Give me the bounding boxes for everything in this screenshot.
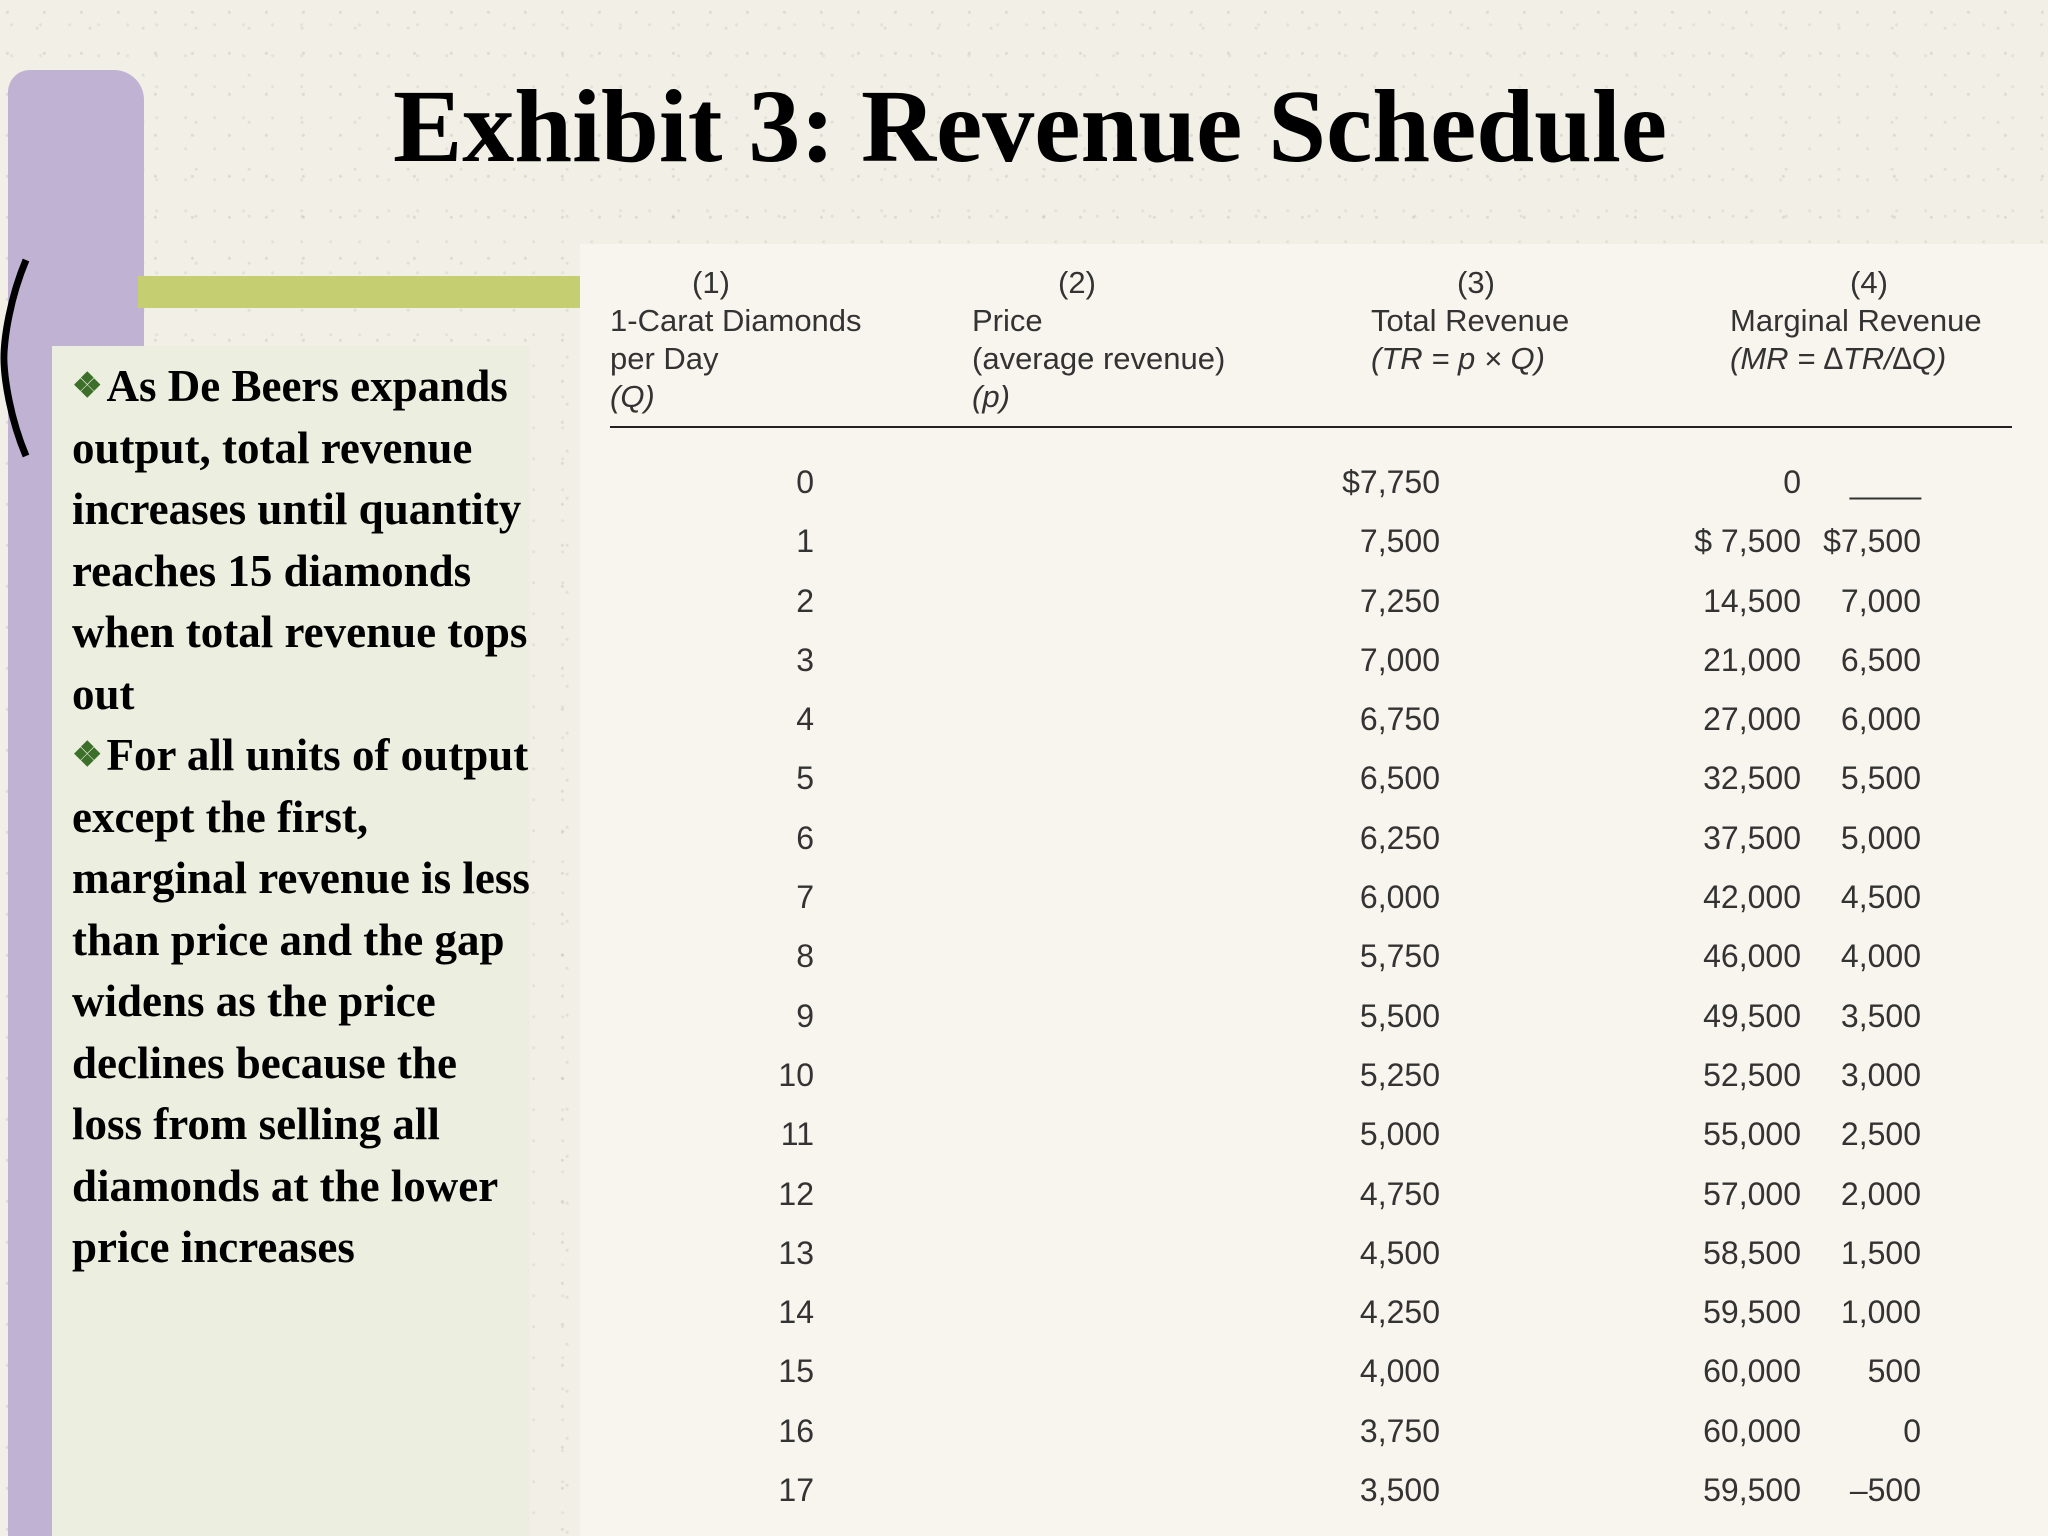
- quantity-cell: 13: [778, 1234, 814, 1271]
- column-label-line: 1-Carat Diamonds: [610, 303, 862, 338]
- marginal-revenue-cell: 2,000: [1840, 1175, 1921, 1212]
- column-label-line: Total Revenue: [1371, 303, 1570, 338]
- total-revenue-cell: 32,500: [1703, 760, 1801, 797]
- table-row: [580, 1288, 2048, 1347]
- table-row: [580, 1466, 2048, 1525]
- marginal-revenue-cell: 5,500: [1840, 760, 1921, 797]
- table-row: [580, 1110, 2048, 1169]
- column-number: (3): [1457, 265, 1495, 300]
- decorative-green-bar: [138, 276, 582, 308]
- price-cell: 6,750: [1359, 701, 1440, 738]
- column-header-marginal-revenue: [1730, 264, 1982, 378]
- quantity-cell: 8: [796, 938, 814, 975]
- table-row: [580, 1170, 2048, 1229]
- price-cell: 7,500: [1359, 523, 1440, 560]
- total-revenue-cell: 27,000: [1703, 701, 1801, 738]
- quantity-cell: 10: [778, 1056, 814, 1093]
- total-revenue-cell: 0: [1783, 464, 1801, 500]
- table-row: [580, 1051, 2048, 1110]
- price-cell: 4,500: [1359, 1234, 1440, 1271]
- quantity-cell: 4: [796, 701, 814, 738]
- marginal-revenue-cell: 5,000: [1840, 819, 1921, 856]
- total-revenue-cell: 58,500: [1703, 1234, 1801, 1271]
- total-revenue-cell: 59,500: [1703, 1472, 1801, 1509]
- marginal-revenue-cell: 0: [1903, 1412, 1921, 1449]
- price-cell: 3,500: [1359, 1472, 1440, 1509]
- marginal-revenue-cell: 7,000: [1840, 582, 1921, 619]
- total-revenue-cell: 42,000: [1703, 879, 1801, 916]
- column-symbol: (MR = ∆TR/∆Q): [1730, 341, 1947, 376]
- marginal-revenue-cell: 4,000: [1840, 938, 1921, 975]
- diamond-flower-icon: ❖: [72, 737, 103, 774]
- column-number: (4): [1850, 265, 1888, 300]
- total-revenue-cell: 46,000: [1703, 938, 1801, 975]
- total-revenue-cell: 60,000: [1703, 1353, 1801, 1390]
- decorative-bracket: [0, 258, 30, 458]
- quantity-cell: 2: [796, 582, 814, 619]
- column-number: (2): [1058, 265, 1096, 300]
- column-number: (1): [692, 265, 730, 300]
- marginal-revenue-cell: $7,500: [1823, 523, 1921, 560]
- total-revenue-cell: 21,000: [1703, 641, 1801, 678]
- bullet-1-text: As De Beers expands output, total revenue increases until quantity reaches 15 diamonds when total revenue tops out: [72, 361, 528, 719]
- table-row: [580, 814, 2048, 873]
- marginal-revenue-cell: ____: [1849, 464, 1921, 500]
- marginal-revenue-cell: 6,500: [1840, 641, 1921, 678]
- quantity-cell: 7: [796, 879, 814, 916]
- marginal-revenue-cell: 3,500: [1840, 997, 1921, 1034]
- explanation-text-box: [52, 346, 530, 1536]
- marginal-revenue-cell: 1,000: [1840, 1294, 1921, 1331]
- price-cell: 6,500: [1359, 760, 1440, 797]
- column-label-line: Marginal Revenue: [1730, 303, 1982, 338]
- column-symbol: (p): [972, 379, 1010, 414]
- quantity-cell: 14: [778, 1294, 814, 1331]
- total-revenue-cell: $ 7,500: [1694, 523, 1801, 560]
- column-header-quantity: [610, 264, 862, 416]
- table-row: [580, 1347, 2048, 1406]
- column-header-price: [972, 264, 1225, 416]
- table-row: [580, 1229, 2048, 1288]
- table-row: [580, 1407, 2048, 1466]
- column-symbol: (TR = p × Q): [1371, 341, 1545, 376]
- price-cell: 6,000: [1359, 879, 1440, 916]
- quantity-cell: 17: [778, 1472, 814, 1509]
- table-row: [580, 873, 2048, 932]
- quantity-cell: 0: [796, 464, 814, 500]
- price-cell: 5,500: [1359, 997, 1440, 1034]
- total-revenue-cell: 37,500: [1703, 819, 1801, 856]
- column-label-line: Price: [972, 303, 1043, 338]
- total-revenue-cell: 57,000: [1703, 1175, 1801, 1212]
- table-body: [580, 458, 2048, 1525]
- price-cell: 4,000: [1359, 1353, 1440, 1390]
- marginal-revenue-cell: 4,500: [1840, 879, 1921, 916]
- diamond-flower-icon: ❖: [72, 368, 103, 405]
- quantity-cell: 1: [796, 523, 814, 560]
- total-revenue-cell: 59,500: [1703, 1294, 1801, 1331]
- table-row: [580, 754, 2048, 813]
- table-row: [580, 992, 2048, 1051]
- marginal-revenue-cell: 6,000: [1840, 701, 1921, 738]
- quantity-cell: 15: [778, 1353, 814, 1390]
- price-cell: $7,750: [1342, 464, 1440, 500]
- price-cell: 6,250: [1359, 819, 1440, 856]
- table-row: [580, 577, 2048, 636]
- marginal-revenue-cell: 2,500: [1840, 1116, 1921, 1153]
- slide-title: Exhibit 3: Revenue Schedule: [392, 69, 1668, 184]
- table-row: [580, 932, 2048, 991]
- quantity-cell: 9: [796, 997, 814, 1034]
- bullet-point-2: [72, 725, 530, 1279]
- price-cell: 7,250: [1359, 582, 1440, 619]
- revenue-schedule-table: [580, 244, 2048, 1536]
- header-divider: [610, 426, 2012, 428]
- price-cell: 3,750: [1359, 1412, 1440, 1449]
- bullet-point-1: [72, 356, 530, 725]
- total-revenue-cell: 60,000: [1703, 1412, 1801, 1449]
- quantity-cell: 6: [796, 819, 814, 856]
- quantity-cell: 11: [780, 1116, 814, 1153]
- column-header-total-revenue: [1371, 264, 1569, 378]
- total-revenue-cell: 55,000: [1703, 1116, 1801, 1153]
- bullet-2-text: For all units of output except the first, marginal revenue is less than price and the gap widens as the price declines because the loss from selling all diamonds at the lower price increases: [72, 730, 530, 1272]
- column-label-line: (average revenue): [972, 341, 1226, 376]
- marginal-revenue-cell: 3,000: [1840, 1056, 1921, 1093]
- total-revenue-cell: 49,500: [1703, 997, 1801, 1034]
- table-row: [580, 517, 2048, 576]
- column-symbol: (Q): [610, 379, 655, 414]
- marginal-revenue-cell: 500: [1867, 1353, 1921, 1390]
- quantity-cell: 5: [796, 760, 814, 797]
- price-cell: 7,000: [1359, 641, 1440, 678]
- price-cell: 4,750: [1359, 1175, 1440, 1212]
- total-revenue-cell: 52,500: [1703, 1056, 1801, 1093]
- price-cell: 5,750: [1359, 938, 1440, 975]
- marginal-revenue-cell: –500: [1849, 1472, 1921, 1509]
- quantity-cell: 3: [796, 641, 814, 678]
- total-revenue-cell: 14,500: [1703, 582, 1801, 619]
- marginal-revenue-cell: 1,500: [1840, 1234, 1921, 1271]
- column-label-line: per Day: [610, 341, 719, 376]
- table-row: [580, 636, 2048, 695]
- quantity-cell: 16: [778, 1412, 814, 1449]
- price-cell: 5,250: [1359, 1056, 1440, 1093]
- price-cell: 5,000: [1359, 1116, 1440, 1153]
- table-row: [580, 695, 2048, 754]
- table-row: [580, 458, 2048, 517]
- price-cell: 4,250: [1359, 1294, 1440, 1331]
- quantity-cell: 12: [778, 1175, 814, 1212]
